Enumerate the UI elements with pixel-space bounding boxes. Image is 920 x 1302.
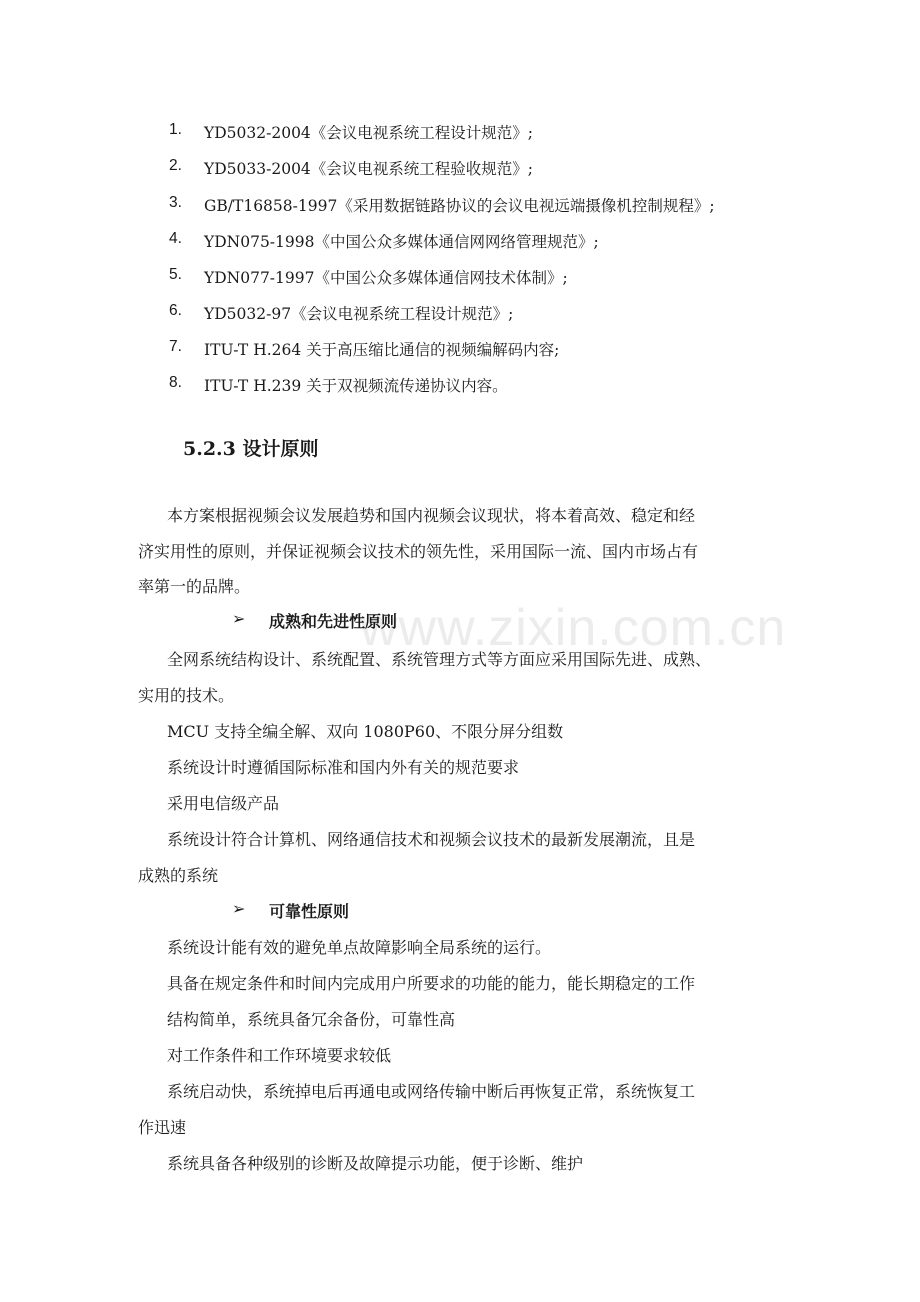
reference-text: YD5032-97《会议电视系统工程设计规范》;: [204, 305, 514, 323]
reference-number: 7.: [169, 338, 182, 355]
reference-number: 3.: [169, 194, 182, 211]
paragraph-line: 系统设计能有效的避免单点故障影响全局系统的运行。: [167, 938, 552, 957]
paragraph-line: 实用的技术。: [138, 686, 235, 705]
reference-text: ITU-T H.264 关于高压缩比通信的视频编解码内容;: [204, 341, 560, 359]
paragraph-line: 对工作条件和工作环境要求较低: [167, 1046, 392, 1065]
paragraph-line: 系统设计时遵循国际标准和国内外有关的规范要求: [167, 758, 520, 777]
paragraph-line: 系统具备各种级别的诊断及故障提示功能，便于诊断、维护: [167, 1154, 584, 1173]
reference-number: 4.: [169, 230, 182, 247]
intro-line: 本方案根据视频会议发展趋势和国内视频会议现状，将本着高效、稳定和经: [167, 506, 696, 525]
reference-number: 5.: [169, 266, 182, 283]
paragraph-line: 系统设计符合计算机、网络通信技术和视频会议技术的最新发展潮流，且是: [167, 830, 696, 849]
paragraph-line: 具备在规定条件和时间内完成用户所要求的功能的能力，能长期稳定的工作: [167, 974, 696, 993]
paragraph-line: 结构简单，系统具备冗余备份，可靠性高: [167, 1010, 456, 1029]
watermark: www.zixin.com.cn: [360, 599, 787, 657]
paragraph-line: 成熟的系统: [138, 866, 219, 885]
paragraph-line: MCU 支持全编全解、双向 1080P60、不限分屏分组数: [167, 722, 564, 741]
reference-text: ITU-T H.239 关于双视频流传递协议内容。: [204, 377, 508, 395]
reference-number: 1.: [169, 121, 182, 138]
reference-text: YD5032-2004《会议电视系统工程设计规范》;: [204, 124, 534, 142]
reference-text: GB/T16858-1997《采用数据链路协议的会议电视远端摄像机控制规程》;: [204, 197, 715, 215]
reference-text: YDN077-1997《中国公众多媒体通信网技术体制》;: [204, 269, 568, 287]
paragraph-line: 全网系统结构设计、系统配置、系统管理方式等方面应采用国际先进、成熟、: [167, 650, 712, 669]
reference-number: 8.: [169, 374, 182, 391]
arrow-bullet-icon: ➢: [232, 899, 246, 918]
principle-title: 可靠性原则: [269, 902, 350, 921]
reference-text: YD5033-2004《会议电视系统工程验收规范》;: [204, 160, 534, 178]
paragraph-line: 采用电信级产品: [167, 794, 280, 813]
intro-line: 济实用性的原则，并保证视频会议技术的领先性，采用国际一流、国内市场占有: [138, 542, 699, 561]
paragraph-line: 作迅速: [138, 1118, 187, 1137]
arrow-bullet-icon: ➢: [232, 609, 246, 628]
section-heading: 5.2.3 设计原则: [183, 438, 319, 460]
paragraph-line: 系统启动快，系统掉电后再通电或网络传输中断后再恢复正常，系统恢复工: [167, 1082, 696, 1101]
reference-number: 6.: [169, 302, 182, 319]
reference-number: 2.: [169, 157, 182, 174]
intro-line: 率第一的品牌。: [138, 577, 251, 596]
reference-text: YDN075-1998《中国公众多媒体通信网网络管理规范》;: [204, 233, 599, 251]
principle-title: 成熟和先进性原则: [269, 612, 398, 631]
